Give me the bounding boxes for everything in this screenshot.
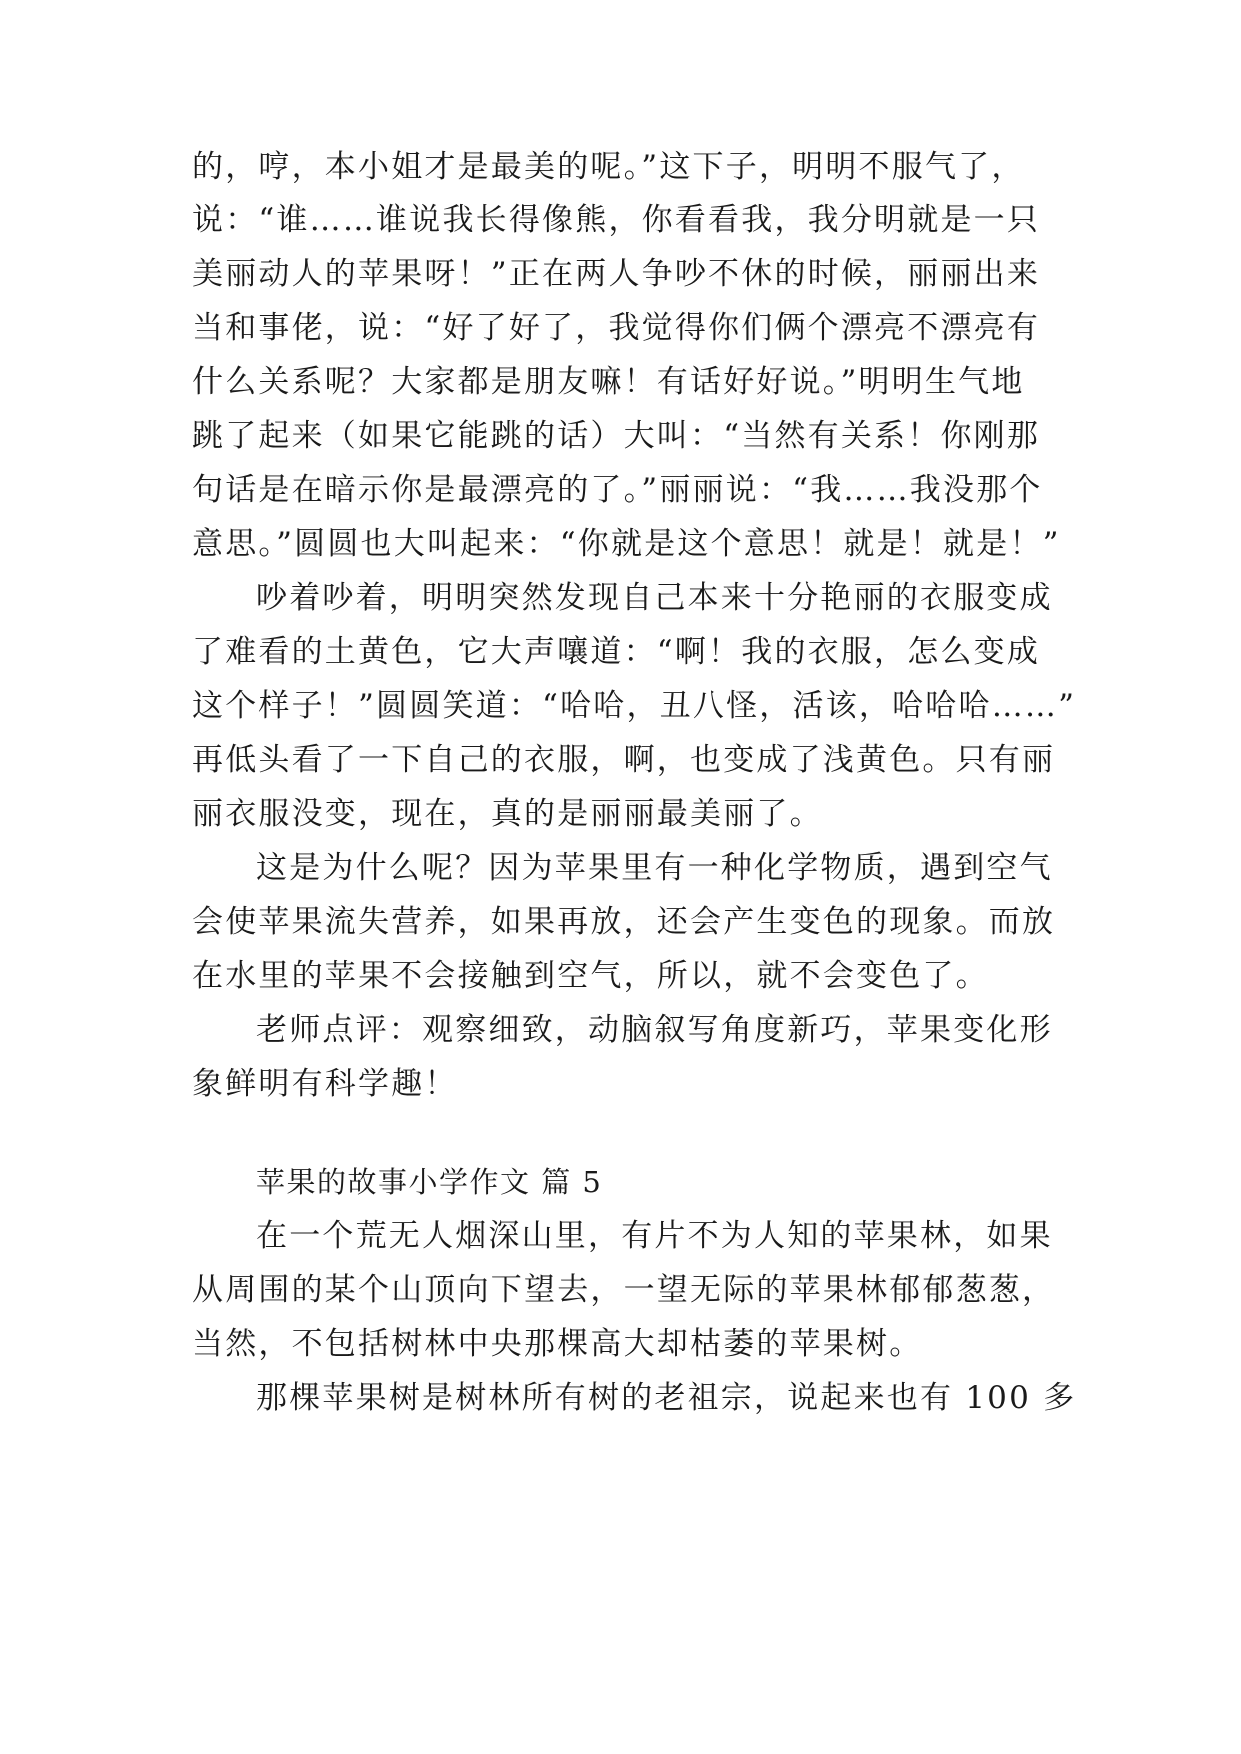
paragraph-line: 了难看的土黄色，它大声嚷道：“啊！我的衣服，怎么变成	[192, 634, 1041, 670]
paragraph-line: 的，哼，本小姐才是最美的呢。”这下子，明明不服气了，	[192, 149, 1025, 185]
paragraph-first-line: 吵着吵着，明明突然发现自己本来十分艳丽的衣服变成	[256, 580, 1053, 616]
paragraph-line: 美丽动人的苹果呀！”正在两人争吵不休的时候，丽丽出来	[192, 256, 1041, 292]
paragraph-line: 跳了起来（如果它能跳的话）大叫：“当然有关系！你刚那	[192, 418, 1041, 454]
teacher-comment: 象鲜明有科学趣！	[192, 1066, 458, 1102]
paragraph-first-line: 在一个荒无人烟深山里，有片不为人知的苹果林，如果	[256, 1218, 1053, 1254]
paragraph-line: 这个样子！”圆圆笑道：“哈哈，丑八怪，活该，哈哈哈……”	[192, 688, 1077, 724]
paragraph-line: 丽衣服没变，现在，真的是丽丽最美丽了。	[192, 796, 823, 832]
paragraph-line: 会使苹果流失营养，如果再放，还会产生变色的现象。而放	[192, 904, 1056, 940]
paragraph-line: 意思。”圆圆也大叫起来：“你就是这个意思！就是！就是！”	[192, 526, 1061, 562]
teacher-comment: 老师点评：观察细致，动脑叙写角度新巧，苹果变化形	[256, 1012, 1053, 1048]
paragraph-line: 当和事佬，说：“好了好了，我觉得你们俩个漂亮不漂亮有	[192, 310, 1041, 346]
paragraph-line: 说：“谁……谁说我长得像熊，你看看我，我分明就是一只	[192, 202, 1041, 238]
paragraph-first-line: 那棵苹果树是树林所有树的老祖宗，说起来也有 100 多	[256, 1380, 1077, 1416]
paragraph-line: 从周围的某个山顶向下望去，一望无际的苹果林郁郁葱葱，	[192, 1272, 1056, 1308]
paragraph-line: 再低头看了一下自己的衣服，啊，也变成了浅黄色。只有丽	[192, 742, 1056, 778]
paragraph-line: 在水里的苹果不会接触到空气，所以，就不会变色了。	[192, 958, 989, 994]
paragraph-line: 句话是在暗示你是最漂亮的了。”丽丽说：“我……我没那个	[192, 472, 1043, 508]
paragraph-line: 当然，不包括树林中央那棵高大却枯萎的苹果树。	[192, 1326, 923, 1362]
section-heading: 苹果的故事小学作文 篇 5	[256, 1165, 603, 1199]
paragraph-line: 什么关系呢？大家都是朋友嘛！有话好好说。”明明生气地	[192, 364, 1025, 400]
paragraph-first-line: 这是为什么呢？因为苹果里有一种化学物质，遇到空气	[256, 850, 1053, 886]
